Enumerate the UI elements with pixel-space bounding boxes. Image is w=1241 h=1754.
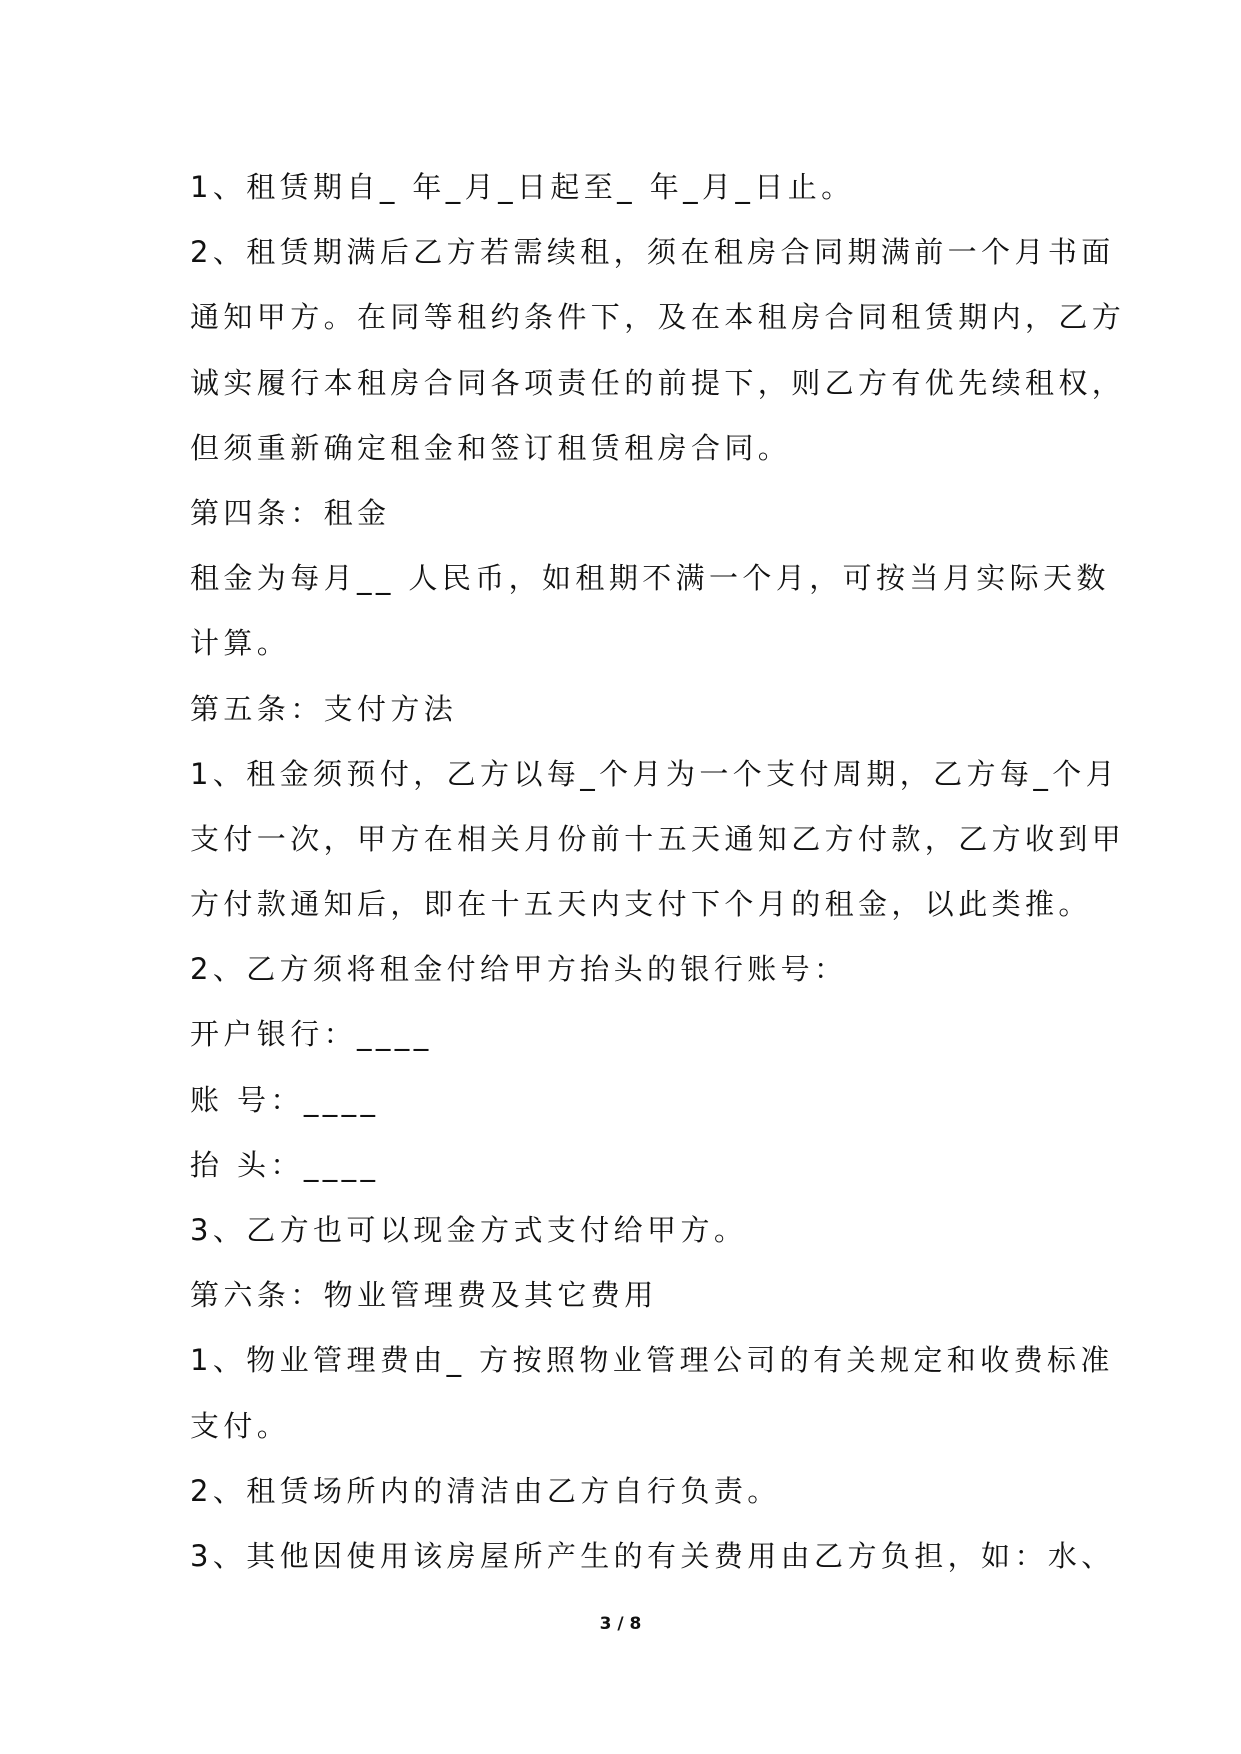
section-heading: 第四条：租金 <box>190 495 391 530</box>
text-line: 1、物业管理费由_ 方按照物业管理公司的有关规定和收费标准 <box>190 1343 1114 1378</box>
section-heading: 第六条：物业管理费及其它费用 <box>190 1278 658 1313</box>
account-title-field: 抬 头：____ <box>190 1147 380 1182</box>
text-line: 租金为每月__ 人民币，如租期不满一个月，可按当月实际天数 <box>190 561 1110 596</box>
text-line: 但须重新确定租金和签订租赁租房合同。 <box>190 430 792 465</box>
text-line: 2、乙方须将租金付给甲方抬头的银行账号： <box>190 952 848 987</box>
document-body <box>190 155 1126 1589</box>
text-line: 3、其他因使用该房屋所产生的有关费用由乙方负担，如：水、 <box>190 1538 1115 1573</box>
text-line: 诚实履行本租房合同各项责任的前提下，则乙方有优先续租权， <box>190 365 1126 400</box>
text-line: 1、租金须预付，乙方以每_个月为一个支付周期，乙方每_个月 <box>190 756 1120 791</box>
text-line: 3、乙方也可以现金方式支付给甲方。 <box>190 1213 748 1247</box>
text-line: 计算。 <box>190 626 291 661</box>
text-line: 2、租赁期满后乙方若需续租，须在租房合同期满前一个月书面 <box>190 235 1115 270</box>
page-number: 3 / 8 <box>599 1614 642 1634</box>
section-heading: 第五条：支付方法 <box>190 691 458 726</box>
text-line: 支付一次，甲方在相关月份前十五天通知乙方付款，乙方收到甲 <box>190 821 1126 856</box>
text-line: 支付。 <box>190 1408 291 1443</box>
text-line: 2、租赁场所内的清洁由乙方自行负责。 <box>190 1473 781 1508</box>
text-line: 通知甲方。在同等租约条件下，及在本租房合同租赁期内，乙方 <box>190 300 1126 335</box>
text-line: 1、租赁期自_ 年_月_日起至_ 年_月_日止。 <box>190 170 855 204</box>
bank-name-field: 开户银行：____ <box>190 1017 433 1052</box>
account-number-field: 账 号：____ <box>190 1082 380 1117</box>
text-line: 方付款通知后，即在十五天内支付下个月的租金，以此类推。 <box>190 887 1092 922</box>
